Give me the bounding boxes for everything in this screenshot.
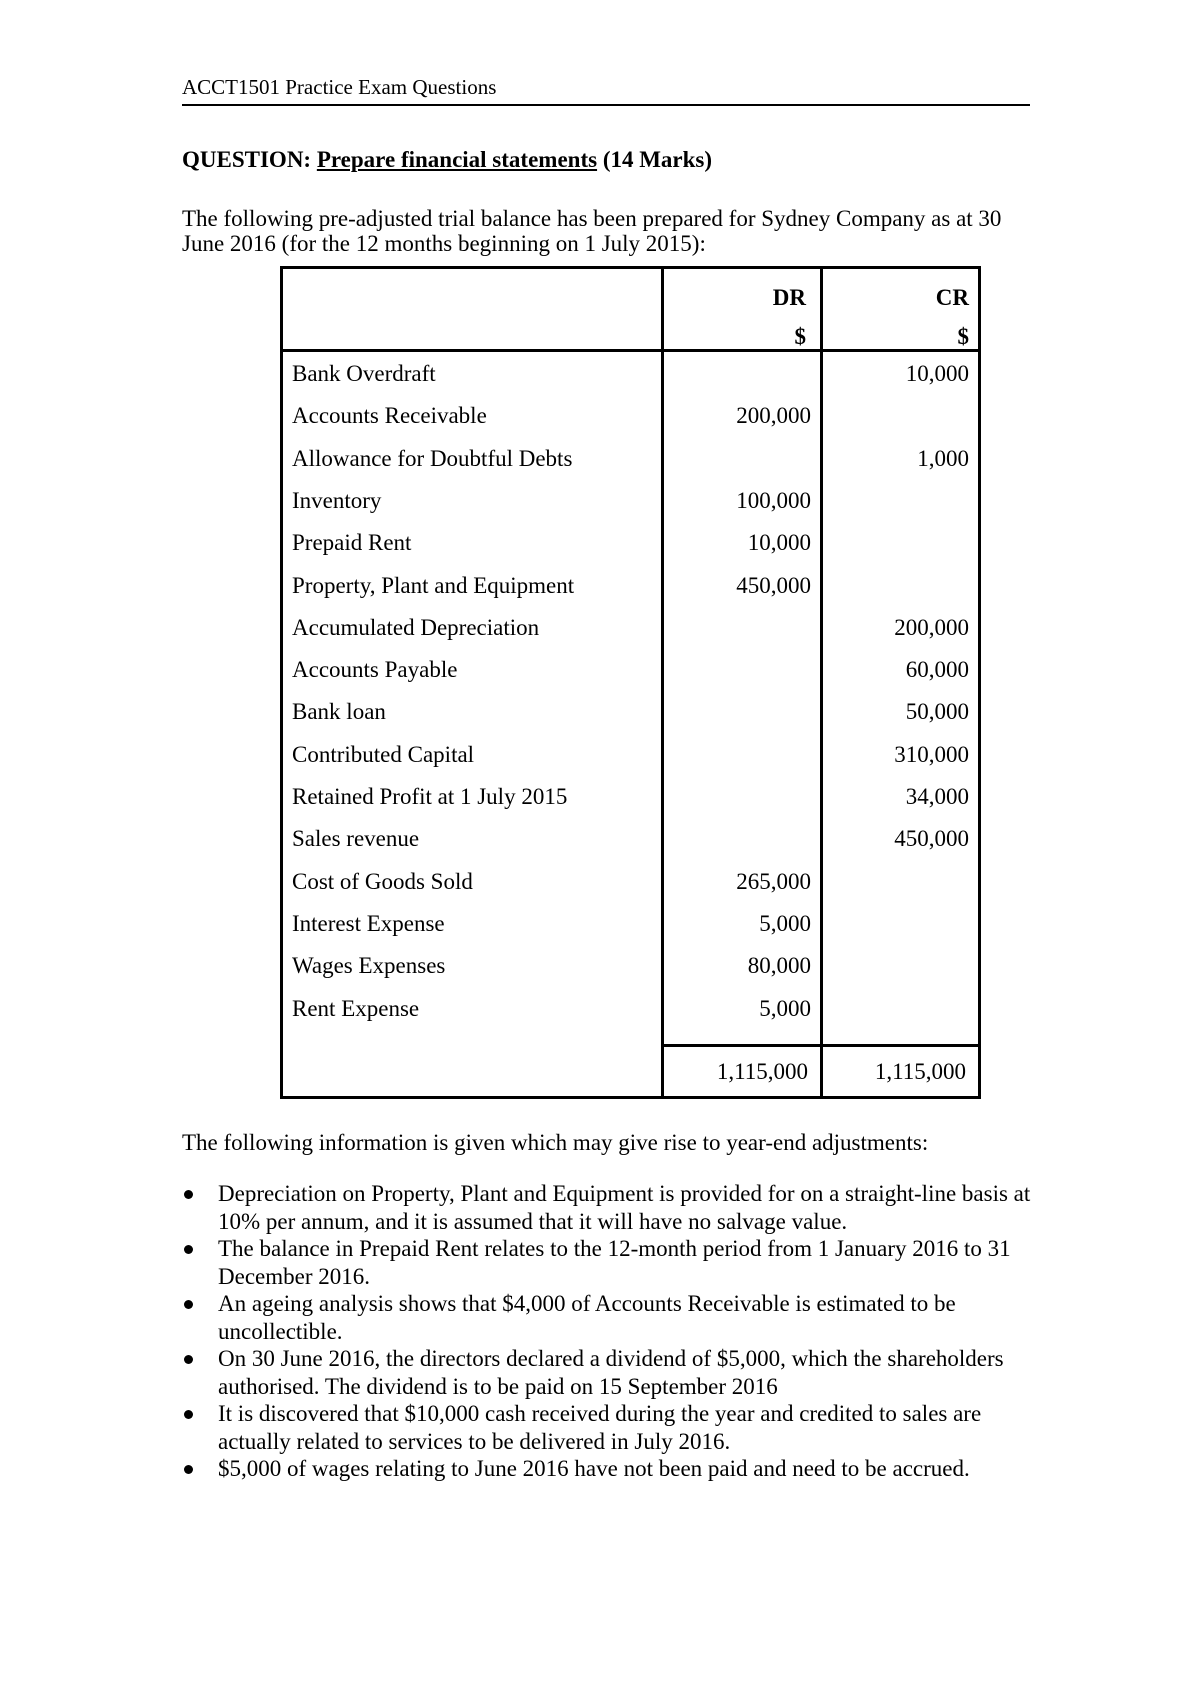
account-name: Rent Expense — [292, 995, 420, 1021]
account-name: Allowance for Doubtful Debts — [292, 445, 573, 471]
account-name: Prepaid Rent — [292, 530, 412, 556]
adjustment-text: $5,000 of wages relating to June 2016 have not been paid and need to be accrued. — [218, 1456, 970, 1481]
adjustment-text: On 30 June 2016, the directors declared a dividend of $5,000, which the shareholders authorised. The dividend is to be paid on 15 September 2016 — [218, 1346, 1004, 1399]
credit-amount: 50,000 — [905, 699, 969, 725]
table-row — [283, 648, 981, 691]
debit-amount: 80,000 — [747, 953, 811, 979]
cr-header: CR — [935, 285, 969, 310]
account-name: Cost of Goods Sold — [292, 868, 473, 894]
credit-amount: 60,000 — [905, 657, 969, 683]
account-name: Bank loan — [292, 699, 386, 725]
account-name: Contributed Capital — [292, 741, 475, 767]
debit-amount: 100,000 — [736, 487, 811, 513]
adjustment-text: An ageing analysis shows that $4,000 of Accounts Receivable is estimated to be uncollectible. — [218, 1291, 956, 1344]
account-name: Inventory — [292, 487, 382, 513]
credit-amount: 10,000 — [905, 361, 969, 386]
table-row — [283, 479, 981, 522]
trial-balance-table — [280, 266, 981, 1099]
adjustments-intro: The following information is given which may give rise to year-end adjustments: — [182, 1130, 929, 1155]
credit-amount: 200,000 — [894, 614, 969, 640]
table-row — [283, 521, 981, 564]
account-name: Accumulated Depreciation — [292, 614, 540, 640]
credit-amount: 1,000 — [917, 445, 969, 471]
table-row — [283, 817, 981, 860]
adjustment-text: Depreciation on Property, Plant and Equipment is provided for on a straight-line basis at 10% per annum, and it is assumed that it will have no salvage value. — [218, 1181, 1031, 1234]
question-marks: (14 Marks) — [597, 147, 713, 172]
debit-amount: 450,000 — [736, 572, 811, 598]
table-row — [283, 775, 981, 818]
bullet-icon — [184, 1300, 193, 1309]
adjustment-text: The balance in Prepaid Rent relates to the 12-month period from 1 January 2016 to 31 December 2016. — [218, 1236, 1011, 1289]
question-heading — [182, 145, 712, 175]
credit-amount: 310,000 — [894, 741, 969, 767]
debit-amount: 265,000 — [736, 868, 811, 894]
list-item — [182, 1455, 1042, 1483]
list-item — [182, 1235, 1042, 1290]
bullet-icon — [184, 1355, 193, 1364]
dr-header: DR — [772, 285, 806, 310]
table-row — [283, 987, 981, 1030]
account-name: Sales revenue — [292, 826, 420, 852]
account-name: Retained Profit at 1 July 2015 — [292, 784, 568, 809]
account-name: Property, Plant and Equipment — [292, 572, 575, 598]
bullet-icon — [184, 1410, 193, 1419]
table-row — [283, 860, 981, 903]
list-item — [182, 1345, 1042, 1400]
table-row — [283, 944, 981, 987]
table-row — [283, 606, 981, 649]
adjustment-text: It is discovered that $10,000 cash received during the year and credited to sales are actually related to services to be delivered in July 2016. — [218, 1401, 982, 1454]
debit-amount: 10,000 — [747, 530, 811, 556]
question-title: Prepare financial statements — [316, 147, 598, 172]
credit-amount: 450,000 — [894, 826, 969, 852]
debit-amount: 5,000 — [759, 995, 811, 1021]
table-row — [283, 902, 981, 945]
cr-unit: $ — [957, 324, 969, 349]
question-prefix: QUESTION: — [182, 147, 317, 172]
account-name: Bank Overdraft — [292, 361, 436, 386]
table-row — [283, 352, 981, 395]
bullet-icon — [184, 1465, 193, 1474]
table-row — [283, 437, 981, 480]
total-cr: 1,115,000 — [874, 1059, 966, 1084]
dr-unit: $ — [794, 324, 806, 349]
table-row — [283, 394, 981, 437]
bullet-icon — [184, 1245, 193, 1254]
debit-amount: 200,000 — [736, 403, 811, 429]
table-row — [283, 733, 981, 776]
intro-paragraph: The following pre-adjusted trial balance has been prepared for Sydney Company as at 30 June 2016 (for the 12 months beginning on 1 July 2015): — [182, 206, 1002, 256]
account-name: Wages Expenses — [292, 953, 446, 979]
table-row — [283, 690, 981, 733]
account-name: Accounts Payable — [292, 657, 458, 683]
account-name: Accounts Receivable — [292, 403, 487, 429]
bullet-icon — [184, 1190, 193, 1199]
list-item — [182, 1290, 1042, 1345]
page-header: ACCT1501 Practice Exam Questions — [182, 74, 1030, 106]
total-dr: 1,115,000 — [716, 1059, 808, 1084]
list-item — [182, 1400, 1042, 1455]
list-item — [182, 1180, 1042, 1235]
adjustments-list — [182, 1180, 1042, 1483]
debit-amount: 5,000 — [759, 910, 811, 936]
total-rule — [661, 1044, 981, 1047]
table-row — [283, 564, 981, 607]
account-name: Interest Expense — [292, 910, 445, 936]
credit-amount: 34,000 — [905, 784, 969, 809]
